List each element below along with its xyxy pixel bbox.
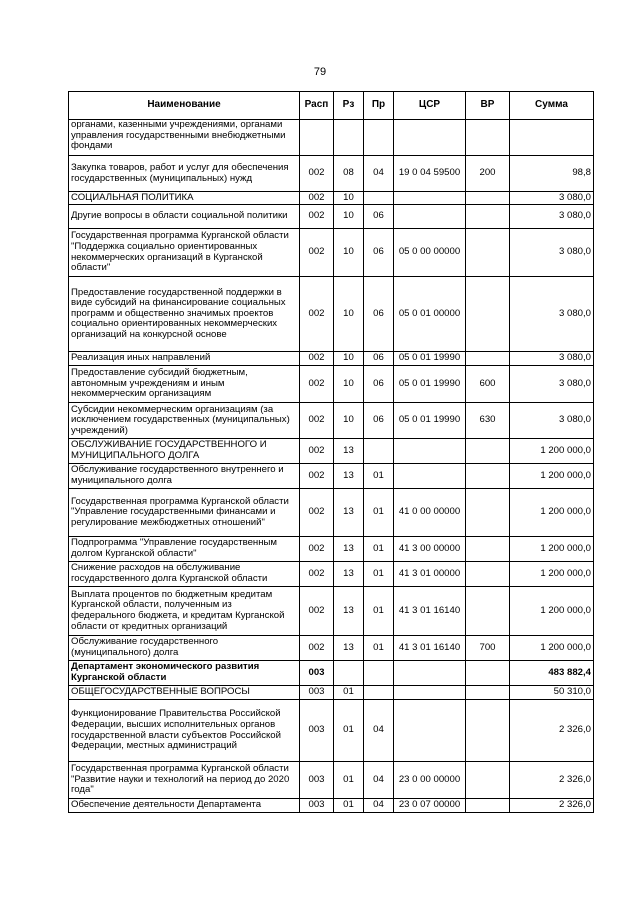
cell-pr xyxy=(364,686,394,700)
cell-rasp: 002 xyxy=(300,636,334,661)
table-row xyxy=(69,120,594,156)
cell-rz: 01 xyxy=(334,686,364,700)
cell-name: Функционирование Правительства Российской Федерации, высших исполнительных органов государственной власти субъектов Российской Федерации, местных администраций xyxy=(69,700,300,762)
cell-vr: 200 xyxy=(466,156,510,192)
cell-name: Департамент экономического развития Курганской области xyxy=(69,661,300,686)
cell-rz: 10 xyxy=(334,205,364,229)
cell-csr: 05 0 00 00000 xyxy=(394,229,466,277)
cell-name: Подпрограмма "Управление государственным долгом Курганской области" xyxy=(69,537,300,562)
cell-pr: 01 xyxy=(364,636,394,661)
cell-vr xyxy=(466,277,510,352)
cell-csr: 05 0 01 00000 xyxy=(394,277,466,352)
cell-name: Субсидии некоммерческим организациям (за исключением государственных (муниципальных) учреждений) xyxy=(69,403,300,439)
cell-rasp: 002 xyxy=(300,537,334,562)
cell-rasp: 002 xyxy=(300,205,334,229)
table-row xyxy=(69,229,594,277)
column-header-pr: Пр xyxy=(364,92,394,120)
cell-name: Государственная программа Курганской области "Развитие науки и технологий на период до 2020 года" xyxy=(69,762,300,799)
table-row xyxy=(69,277,594,352)
cell-rasp: 002 xyxy=(300,439,334,464)
cell-sum: 3 080,0 xyxy=(510,277,594,352)
table-row xyxy=(69,205,594,229)
cell-name: Обслуживание государственного внутреннего и муниципального долга xyxy=(69,464,300,489)
cell-csr: 23 0 07 00000 xyxy=(394,799,466,813)
cell-vr xyxy=(466,120,510,156)
cell-vr xyxy=(466,464,510,489)
cell-rz: 13 xyxy=(334,489,364,537)
cell-vr: 700 xyxy=(466,636,510,661)
cell-name: Реализация иных направлений xyxy=(69,352,300,366)
cell-rasp: 002 xyxy=(300,192,334,205)
column-header-rasp: Расп xyxy=(300,92,334,120)
table-row xyxy=(69,661,594,686)
cell-rz: 13 xyxy=(334,439,364,464)
cell-sum: 1 200 000,0 xyxy=(510,439,594,464)
cell-rasp: 003 xyxy=(300,762,334,799)
cell-name: ОБСЛУЖИВАНИЕ ГОСУДАРСТВЕННОГО И МУНИЦИПАЛЬНОГО ДОЛГА xyxy=(69,439,300,464)
cell-sum: 2 326,0 xyxy=(510,700,594,762)
cell-vr xyxy=(466,799,510,813)
cell-pr: 01 xyxy=(364,562,394,587)
cell-rasp: 002 xyxy=(300,366,334,403)
cell-name: Закупка товаров, работ и услуг для обеспечения государственных (муниципальных) нужд xyxy=(69,156,300,192)
table-row xyxy=(69,799,594,813)
cell-sum: 1 200 000,0 xyxy=(510,489,594,537)
cell-csr: 05 0 01 19990 xyxy=(394,366,466,403)
cell-rasp: 002 xyxy=(300,489,334,537)
column-header-sum: Сумма xyxy=(510,92,594,120)
table-row xyxy=(69,636,594,661)
cell-name: Обслуживание государственного (муниципального) долга xyxy=(69,636,300,661)
cell-rz: 13 xyxy=(334,587,364,636)
cell-csr: 23 0 00 00000 xyxy=(394,762,466,799)
table-body xyxy=(69,120,594,813)
table-row xyxy=(69,156,594,192)
cell-vr xyxy=(466,192,510,205)
table-row xyxy=(69,403,594,439)
cell-rasp: 002 xyxy=(300,587,334,636)
cell-rasp: 002 xyxy=(300,229,334,277)
table-row xyxy=(69,562,594,587)
cell-sum: 1 200 000,0 xyxy=(510,464,594,489)
cell-vr xyxy=(466,700,510,762)
cell-rasp: 002 xyxy=(300,352,334,366)
cell-sum: 2 326,0 xyxy=(510,762,594,799)
cell-rz: 08 xyxy=(334,156,364,192)
cell-name: Снижение расходов на обслуживание государственного долга Курганской области xyxy=(69,562,300,587)
cell-rz xyxy=(334,661,364,686)
cell-pr: 01 xyxy=(364,489,394,537)
cell-rz: 10 xyxy=(334,403,364,439)
cell-csr: 41 3 01 00000 xyxy=(394,562,466,587)
cell-sum: 483 882,4 xyxy=(510,661,594,686)
cell-rz: 01 xyxy=(334,799,364,813)
cell-pr xyxy=(364,661,394,686)
table-row xyxy=(69,489,594,537)
page-number: 79 xyxy=(313,66,327,78)
cell-rasp: 002 xyxy=(300,464,334,489)
cell-rz: 10 xyxy=(334,366,364,403)
cell-pr: 06 xyxy=(364,205,394,229)
table-row xyxy=(69,366,594,403)
cell-rasp: 003 xyxy=(300,686,334,700)
cell-rz: 10 xyxy=(334,229,364,277)
cell-rz: 10 xyxy=(334,277,364,352)
cell-csr xyxy=(394,439,466,464)
cell-sum xyxy=(510,120,594,156)
cell-name: Государственная программа Курганской области "Поддержка социально ориентированных некоммерческих организаций в Курганской области" xyxy=(69,229,300,277)
cell-vr xyxy=(466,352,510,366)
table-row xyxy=(69,537,594,562)
cell-rasp: 002 xyxy=(300,562,334,587)
column-header-name: Наименование xyxy=(69,92,300,120)
cell-rz: 13 xyxy=(334,636,364,661)
cell-sum: 3 080,0 xyxy=(510,192,594,205)
cell-vr xyxy=(466,537,510,562)
cell-pr xyxy=(364,120,394,156)
cell-sum: 3 080,0 xyxy=(510,205,594,229)
cell-sum: 3 080,0 xyxy=(510,229,594,277)
cell-csr: 41 0 00 00000 xyxy=(394,489,466,537)
cell-name: Другие вопросы в области социальной политики xyxy=(69,205,300,229)
cell-name: Обеспечение деятельности Департамента xyxy=(69,799,300,813)
cell-sum: 3 080,0 xyxy=(510,403,594,439)
budget-table xyxy=(68,91,594,813)
cell-sum: 1 200 000,0 xyxy=(510,562,594,587)
cell-vr xyxy=(466,762,510,799)
cell-vr xyxy=(466,229,510,277)
cell-vr xyxy=(466,439,510,464)
cell-vr xyxy=(466,661,510,686)
cell-sum: 2 326,0 xyxy=(510,799,594,813)
cell-sum: 1 200 000,0 xyxy=(510,537,594,562)
table-row xyxy=(69,464,594,489)
table-row xyxy=(69,352,594,366)
cell-rz: 10 xyxy=(334,192,364,205)
cell-csr: 19 0 04 59500 xyxy=(394,156,466,192)
cell-csr xyxy=(394,686,466,700)
cell-sum: 98,8 xyxy=(510,156,594,192)
cell-rasp: 002 xyxy=(300,156,334,192)
cell-pr: 04 xyxy=(364,762,394,799)
cell-pr: 01 xyxy=(364,464,394,489)
cell-rasp: 003 xyxy=(300,700,334,762)
cell-csr: 05 0 01 19990 xyxy=(394,403,466,439)
cell-rz: 13 xyxy=(334,562,364,587)
cell-name: органами, казенными учреждениями, органами управления государственными внебюджетными фондами xyxy=(69,120,300,156)
cell-csr: 41 3 00 00000 xyxy=(394,537,466,562)
cell-csr: 41 3 01 16140 xyxy=(394,587,466,636)
cell-csr: 05 0 01 19990 xyxy=(394,352,466,366)
cell-sum: 1 200 000,0 xyxy=(510,636,594,661)
cell-pr: 01 xyxy=(364,587,394,636)
cell-name: ОБЩЕГОСУДАРСТВЕННЫЕ ВОПРОСЫ xyxy=(69,686,300,700)
cell-rz: 01 xyxy=(334,700,364,762)
cell-pr: 04 xyxy=(364,799,394,813)
cell-rz: 10 xyxy=(334,352,364,366)
cell-pr: 04 xyxy=(364,700,394,762)
cell-csr: 41 3 01 16140 xyxy=(394,636,466,661)
cell-pr: 04 xyxy=(364,156,394,192)
cell-pr xyxy=(364,192,394,205)
cell-csr xyxy=(394,661,466,686)
cell-rz xyxy=(334,120,364,156)
cell-vr xyxy=(466,562,510,587)
table-row xyxy=(69,439,594,464)
cell-vr: 600 xyxy=(466,366,510,403)
cell-pr: 01 xyxy=(364,537,394,562)
cell-sum: 3 080,0 xyxy=(510,352,594,366)
column-header-rz: Рз xyxy=(334,92,364,120)
cell-vr xyxy=(466,205,510,229)
cell-pr: 06 xyxy=(364,352,394,366)
cell-pr: 06 xyxy=(364,277,394,352)
cell-csr xyxy=(394,120,466,156)
cell-rz: 13 xyxy=(334,537,364,562)
cell-rasp xyxy=(300,120,334,156)
column-header-csr: ЦСР xyxy=(394,92,466,120)
cell-vr: 630 xyxy=(466,403,510,439)
cell-rasp: 002 xyxy=(300,403,334,439)
cell-sum: 3 080,0 xyxy=(510,366,594,403)
table-row xyxy=(69,587,594,636)
cell-name: Выплата процентов по бюджетным кредитам Курганской области, полученным из федерального бюджета, и кредитам Курганской области от кредитных организаций xyxy=(69,587,300,636)
cell-sum: 1 200 000,0 xyxy=(510,587,594,636)
table-row xyxy=(69,686,594,700)
cell-name: Государственная программа Курганской области "Управление государственными финансами и регулирование межбюджетных отношений" xyxy=(69,489,300,537)
cell-name: СОЦИАЛЬНАЯ ПОЛИТИКА xyxy=(69,192,300,205)
cell-csr xyxy=(394,700,466,762)
cell-csr xyxy=(394,192,466,205)
cell-pr: 06 xyxy=(364,366,394,403)
cell-name: Предоставление субсидий бюджетным, автономным учреждениям и иным некоммерческим организациям xyxy=(69,366,300,403)
cell-rz: 13 xyxy=(334,464,364,489)
cell-pr: 06 xyxy=(364,403,394,439)
cell-rasp: 002 xyxy=(300,277,334,352)
cell-vr xyxy=(466,587,510,636)
cell-rasp: 003 xyxy=(300,661,334,686)
cell-pr xyxy=(364,439,394,464)
cell-rasp: 003 xyxy=(300,799,334,813)
cell-vr xyxy=(466,686,510,700)
table-row xyxy=(69,192,594,205)
table-row xyxy=(69,762,594,799)
cell-csr xyxy=(394,205,466,229)
column-header-vr: ВР xyxy=(466,92,510,120)
table-row xyxy=(69,700,594,762)
cell-rz: 01 xyxy=(334,762,364,799)
table-header-row xyxy=(69,92,594,120)
cell-pr: 06 xyxy=(364,229,394,277)
cell-name: Предоставление государственной поддержки в виде субсидий на финансирование социальных программ и общественно значимых проектов социально ориентированных некоммерческих организаций на конкурсной основе xyxy=(69,277,300,352)
cell-vr xyxy=(466,489,510,537)
cell-csr xyxy=(394,464,466,489)
cell-sum: 50 310,0 xyxy=(510,686,594,700)
